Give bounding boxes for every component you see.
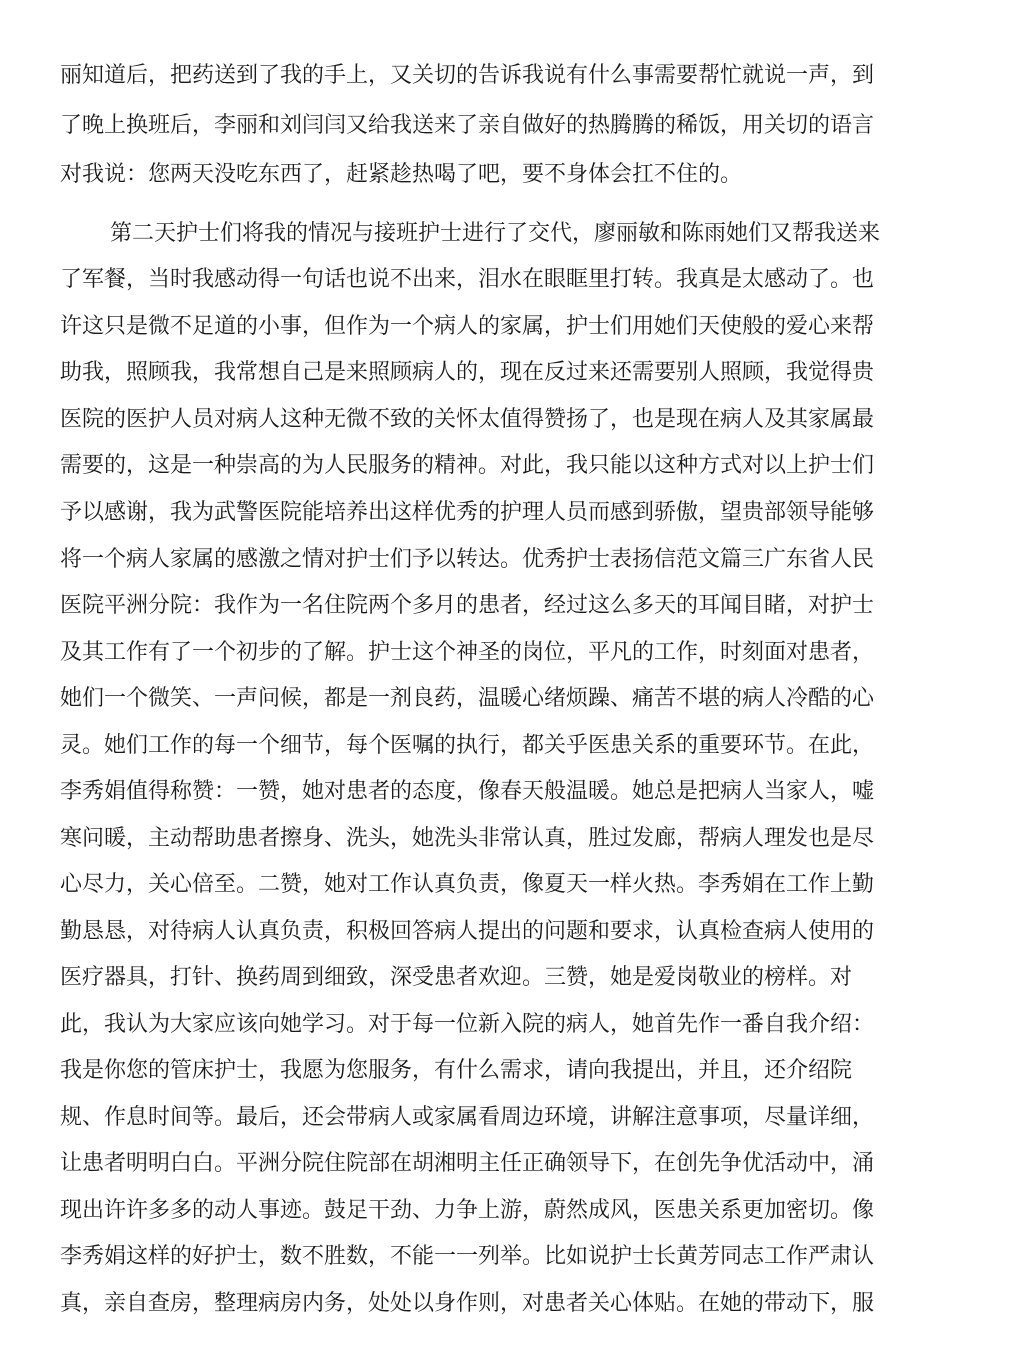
- text-line: 对我说：您两天没吃东西了，赶紧趁热喝了吧，要不身体会扛不住的。: [60, 162, 743, 187]
- text-line: 我是你您的管床护士，我愿为您服务，有什么需求，请向我提出，并且，还介绍院: [60, 1058, 853, 1083]
- text-line: 规、作息时间等。最后，还会带病人或家属看周边环境，讲解注意事项，尽量详细，: [60, 1105, 875, 1130]
- text-line: 予以感谢，我为武警医院能培养出这样优秀的护理人员而感到骄傲，望贵部领导能够: [60, 500, 875, 525]
- text-line: 医疗器具，打针、换药周到细致，深受患者欢迎。三赞，她是爱岗敬业的榜样。对: [60, 965, 853, 990]
- text-line: 了晚上换班后，李丽和刘闫闫又给我送来了亲自做好的热腾腾的稀饭，用关切的语言: [60, 113, 875, 138]
- text-line: 李秀娟这样的好护士，数不胜数，不能一一列举。比如说护士长黄芳同志工作严肃认: [60, 1244, 875, 1269]
- text-line: 心尽力，关心倍至。二赞，她对工作认真负责，像夏天一样火热。李秀娟在工作上勤: [60, 872, 875, 897]
- text-line: 此，我认为大家应该向她学习。对于每一位新入院的病人，她首先作一番自我介绍：: [60, 1012, 875, 1037]
- text-line: 灵。她们工作的每一个细节，每个医嘱的执行，都关乎医患关系的重要环节。在此，: [60, 733, 875, 758]
- text-line: 让患者明明白白。平洲分院住院部在胡湘明主任正确领导下，在创先争优活动中，涌: [60, 1151, 875, 1176]
- text-line: 医院平洲分院：我作为一名住院两个多月的患者，经过这么多天的耳闻目睹，对护士: [60, 593, 875, 618]
- text-line: 将一个病人家属的感激之情对护士们予以转达。优秀护士表扬信范文篇三广东省人民: [60, 547, 875, 572]
- text-line: 第二天护士们将我的情况与接班护士进行了交代，廖丽敏和陈雨她们又帮我送来: [110, 221, 881, 246]
- text-line: 许这只是微不足道的小事，但作为一个病人的家属，护士们用她们天使般的爱心来帮: [60, 314, 875, 339]
- text-line: 助我，照顾我，我常想自己是来照顾病人的，现在反过来还需要别人照顾，我觉得贵: [60, 360, 875, 385]
- text-line: 医院的医护人员对病人这种无微不致的关怀太值得赞扬了，也是现在病人及其家属最: [60, 407, 875, 432]
- text-line: 勤恳恳，对待病人认真负责，积极回答病人提出的问题和要求，认真检查病人使用的: [60, 919, 875, 944]
- text-line: 寒问暖，主动帮助患者擦身、洗头，她洗头非常认真，胜过发廊，帮病人理发也是尽: [60, 826, 875, 851]
- text-line: 丽知道后，把药送到了我的手上，又关切的告诉我说有什么事需要帮忙就说一声，到: [60, 63, 875, 88]
- text-line: 李秀娟值得称赞：一赞，她对患者的态度，像春天般温暖。她总是把病人当家人，嘘: [60, 779, 875, 804]
- text-line: 及其工作有了一个初步的了解。护士这个神圣的岗位，平凡的工作，时刻面对患者，: [60, 640, 875, 665]
- text-line: 现出许许多多的动人事迹。鼓足干劲、力争上游，蔚然成风，医患关系更加密切。像: [60, 1198, 875, 1223]
- text-line: 真，亲自查房，整理病房内务，处处以身作则，对患者关心体贴。在她的带动下，服: [60, 1291, 875, 1316]
- text-line: 了军餐，当时我感动得一句话也说不出来，泪水在眼眶里打转。我真是太感动了。也: [60, 267, 875, 292]
- text-line: 需要的，这是一种崇高的为人民服务的精神。对此，我只能以这种方式对以上护士们: [60, 453, 875, 478]
- text-line: 她们一个微笑、一声问候，都是一剂良药，温暖心绪烦躁、痛苦不堪的病人冷酷的心: [60, 686, 875, 711]
